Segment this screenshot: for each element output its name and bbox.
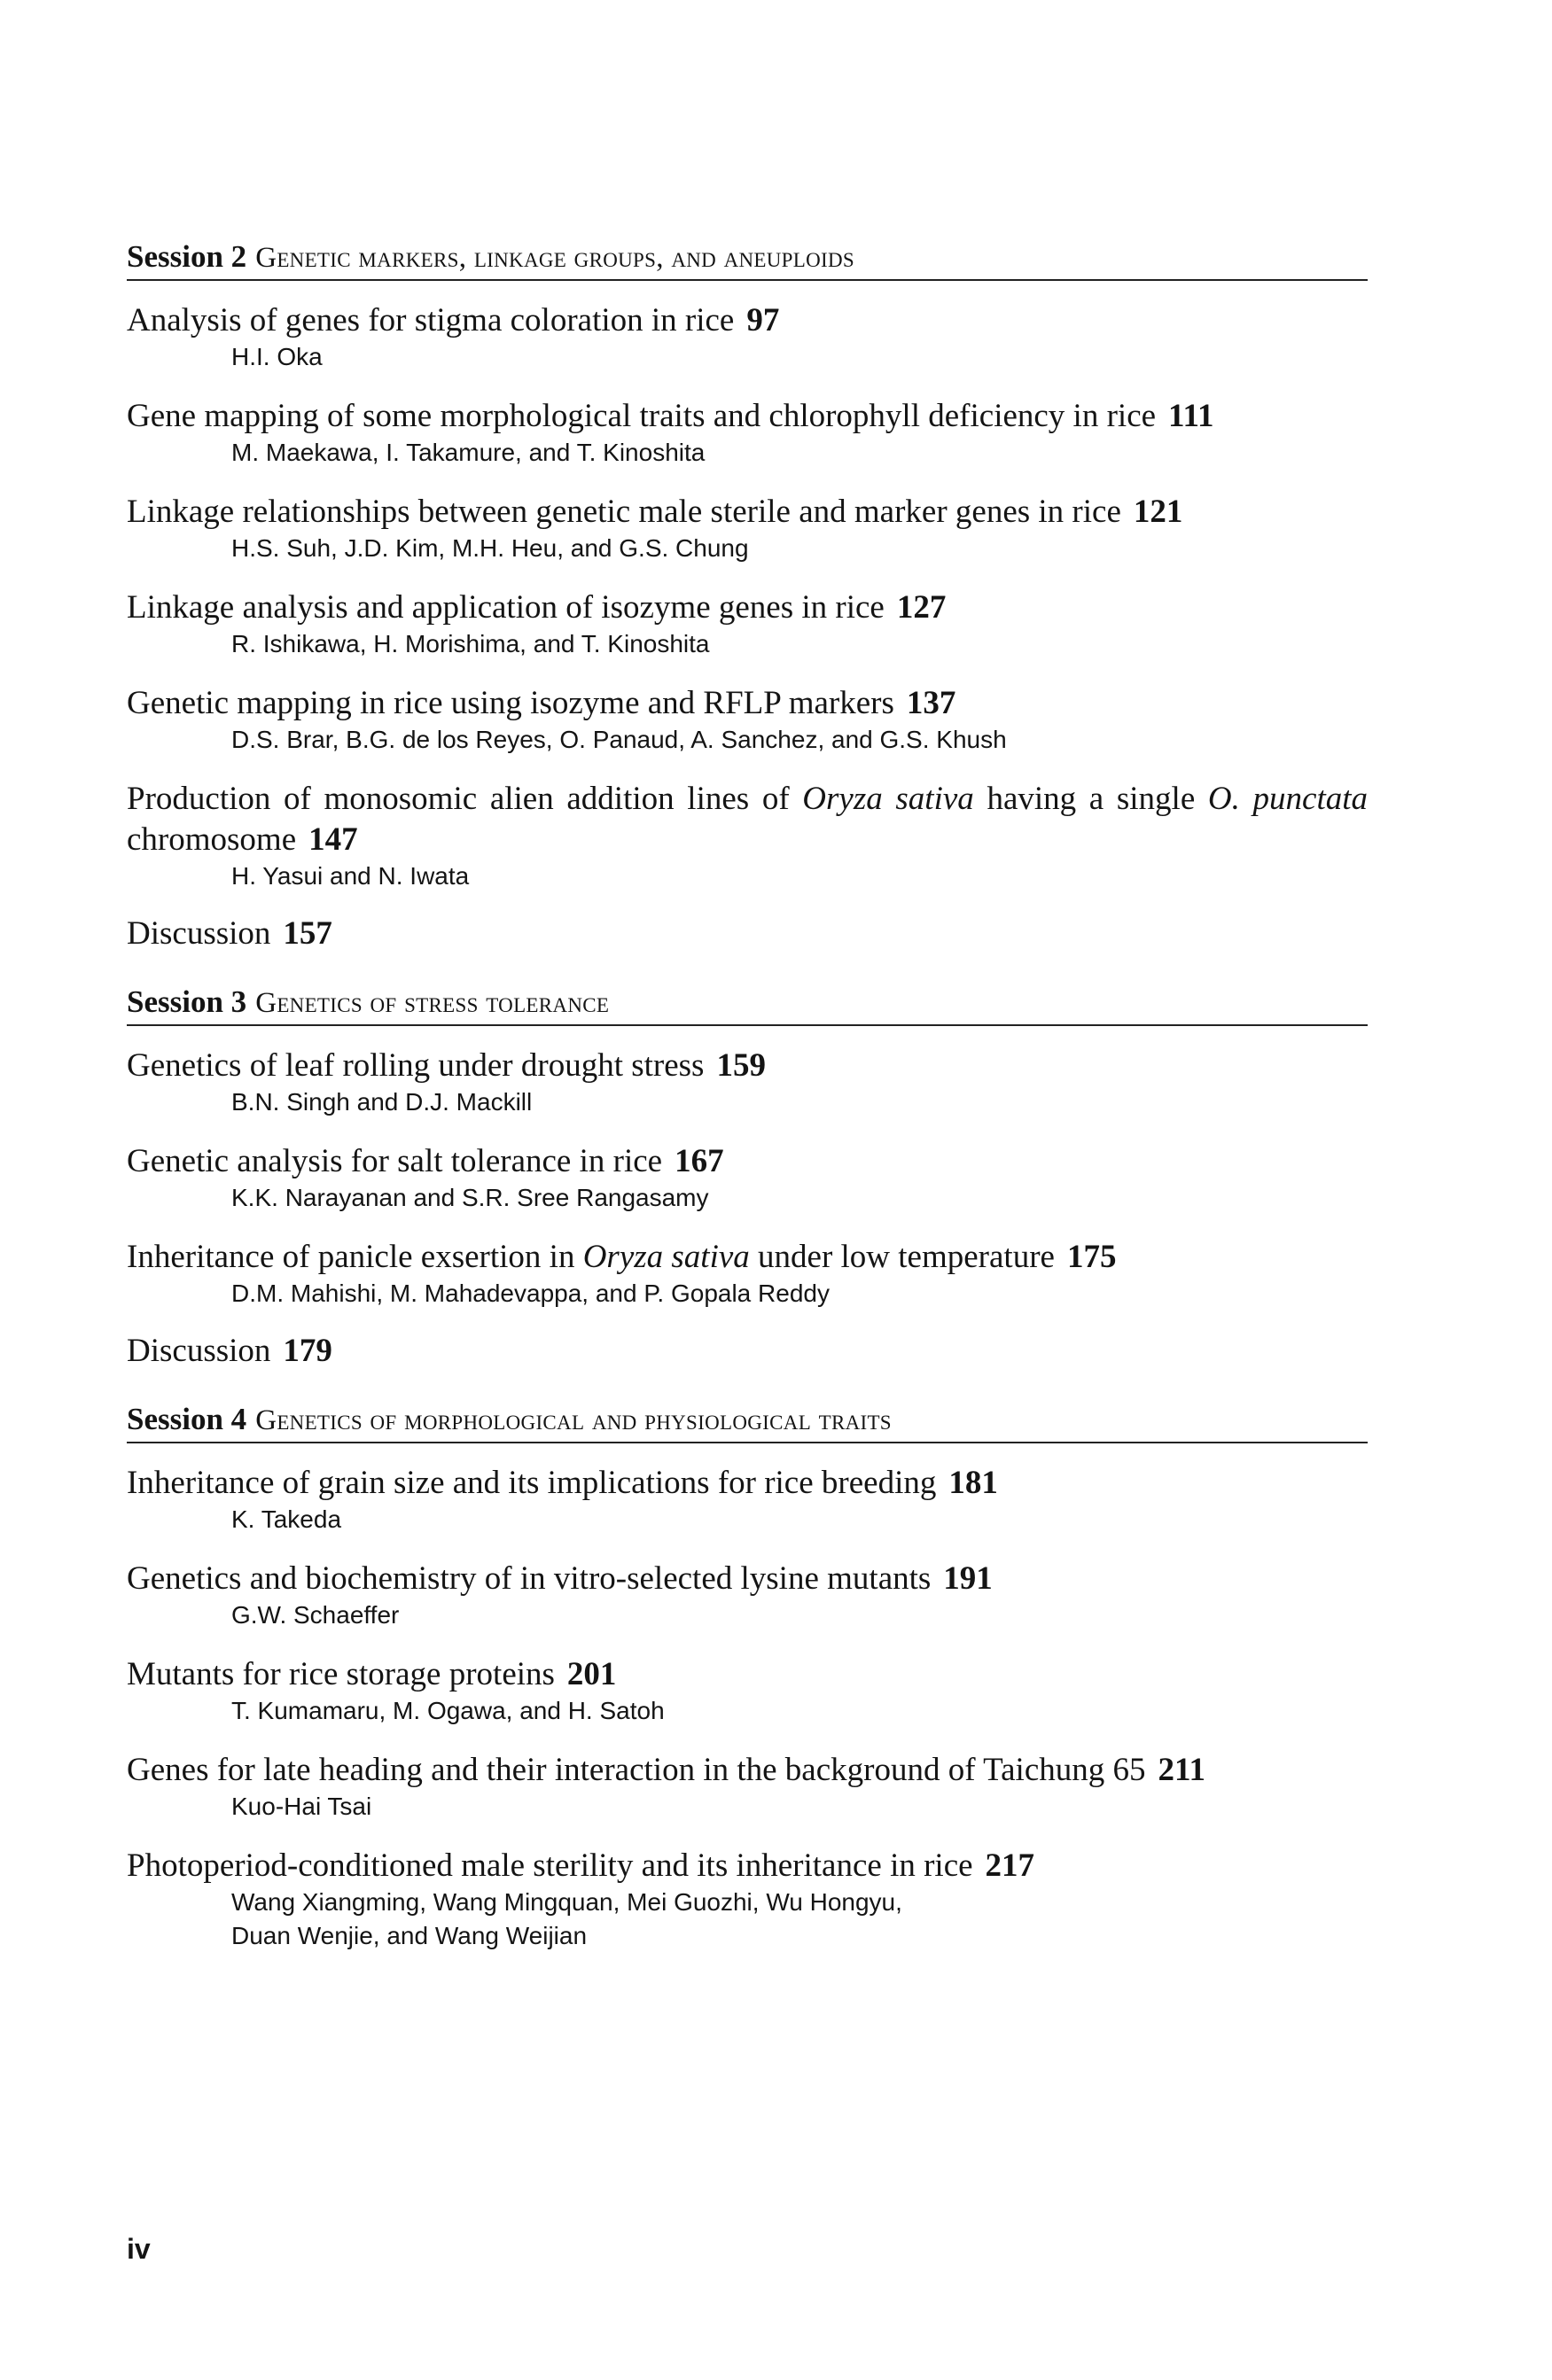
page-number: 157 bbox=[283, 915, 332, 952]
entry-authors: K. Takeda bbox=[231, 1505, 342, 1533]
page-number: 127 bbox=[896, 589, 947, 626]
session-label: Session 3 bbox=[127, 984, 247, 1019]
session-header bbox=[127, 984, 1368, 1026]
page-number: 201 bbox=[566, 1656, 617, 1692]
entry-authors: Wang Xiangming, Wang Mingquan, Mei Guozhi, Wu Hongyu, bbox=[231, 1888, 902, 1916]
entry-authors: H. Yasui and N. Iwata bbox=[231, 862, 470, 890]
entry-authors: H.I. Oka bbox=[231, 343, 323, 370]
entry-title: Genetics and biochemistry of in vitro-selected lysine mutants bbox=[127, 1560, 932, 1597]
page-number: 211 bbox=[1158, 1752, 1205, 1788]
entry-title: Inheritance of grain size and its implications for rice breeding bbox=[127, 1465, 937, 1501]
page-number: 167 bbox=[675, 1143, 724, 1179]
session-3 bbox=[127, 984, 1368, 1372]
page-number: 137 bbox=[906, 685, 956, 721]
entry-title: Gene mapping of some morphological traits and chlorophyll deficiency in rice bbox=[127, 398, 1157, 434]
discussion-entry bbox=[127, 1331, 1368, 1372]
toc-entry bbox=[127, 587, 1368, 662]
entry-authors: T. Kumamaru, M. Ogawa, and H. Satoh bbox=[231, 1697, 665, 1724]
page-number: 147 bbox=[308, 821, 358, 858]
page-number: 191 bbox=[943, 1560, 993, 1597]
page-number: 121 bbox=[1133, 494, 1183, 530]
toc-entry bbox=[127, 1046, 1368, 1120]
entry-title-part: Inheritance of panicle exsertion in bbox=[127, 1239, 575, 1275]
entry-authors: H.S. Suh, J.D. Kim, M.H. Heu, and G.S. Chung bbox=[231, 534, 749, 562]
session-label: Session 4 bbox=[127, 1402, 247, 1436]
toc-entry bbox=[127, 1237, 1368, 1311]
entry-authors: R. Ishikawa, H. Morishima, and T. Kinoshita bbox=[231, 630, 710, 657]
entry-authors: B.N. Singh and D.J. Mackill bbox=[231, 1088, 533, 1116]
toc-entry bbox=[127, 683, 1368, 758]
session-4 bbox=[127, 1402, 1368, 1954]
toc-entry bbox=[127, 1559, 1368, 1633]
discussion-label: Discussion bbox=[127, 915, 271, 952]
entry-authors: K.K. Narayanan and S.R. Sree Rangasamy bbox=[231, 1184, 709, 1211]
entry-authors: D.S. Brar, B.G. de los Reyes, O. Panaud, A. Sanchez, and G.S. Khush bbox=[231, 726, 1007, 753]
entry-authors: Kuo-Hai Tsai bbox=[231, 1793, 372, 1820]
page-number: 181 bbox=[948, 1465, 998, 1501]
entry-title-part: Production of monosomic alien addition lines of bbox=[127, 781, 790, 817]
entry-authors: G.W. Schaeffer bbox=[231, 1601, 400, 1629]
page-folio: iv bbox=[127, 2233, 151, 2265]
entry-title-part: chromosome bbox=[127, 821, 297, 858]
page-number: 159 bbox=[716, 1047, 766, 1084]
toc-content bbox=[127, 239, 1368, 1954]
entry-title: Genetic mapping in rice using isozyme and RFLP markers bbox=[127, 685, 894, 721]
entry-title: Genes for late heading and their interaction in the background of Taichung 65 bbox=[127, 1752, 1146, 1788]
session-2 bbox=[127, 239, 1368, 954]
session-topic: Genetics of stress tolerance bbox=[255, 987, 610, 1019]
entry-title: Genetic analysis for salt tolerance in rice bbox=[127, 1143, 663, 1179]
toc-entry bbox=[127, 779, 1368, 894]
toc-entry bbox=[127, 300, 1368, 375]
entry-title: Photoperiod-conditioned male sterility and its inheritance in rice bbox=[127, 1847, 973, 1884]
entry-authors: D.M. Mahishi, M. Mahadevappa, and P. Gopala Reddy bbox=[231, 1279, 830, 1307]
discussion-entry bbox=[127, 914, 1368, 954]
entry-title-part: under low temperature bbox=[758, 1239, 1055, 1275]
species-name: Oryza sativa bbox=[582, 1239, 750, 1275]
session-header bbox=[127, 1402, 1368, 1443]
entry-title: Linkage relationships between genetic male sterile and marker genes in rice bbox=[127, 494, 1121, 530]
toc-entry bbox=[127, 1654, 1368, 1729]
toc-entry bbox=[127, 492, 1368, 566]
session-topic: Genetic markers, linkage groups, and aneuploids bbox=[255, 242, 854, 274]
page-number: 111 bbox=[1168, 398, 1214, 434]
entry-title: Mutants for rice storage proteins bbox=[127, 1656, 555, 1692]
toc-entry bbox=[127, 1846, 1368, 1954]
page-number: 175 bbox=[1066, 1239, 1117, 1275]
page-number: 217 bbox=[985, 1847, 1035, 1884]
toc-entry bbox=[127, 1750, 1368, 1824]
page-number: 97 bbox=[746, 302, 780, 338]
entry-title-part: having a single bbox=[987, 781, 1196, 817]
toc-entry bbox=[127, 396, 1368, 471]
entry-title: Analysis of genes for stigma coloration in rice bbox=[127, 302, 735, 338]
entry-authors: M. Maekawa, I. Takamure, and T. Kinoshita bbox=[231, 439, 706, 466]
discussion-label: Discussion bbox=[127, 1333, 271, 1369]
toc-entry bbox=[127, 1141, 1368, 1216]
entry-title: Genetics of leaf rolling under drought stress bbox=[127, 1047, 705, 1084]
session-topic: Genetics of morphological and physiological traits bbox=[255, 1404, 892, 1436]
species-name: Oryza sativa bbox=[802, 781, 974, 817]
species-name: O. punctata bbox=[1207, 781, 1369, 817]
session-header bbox=[127, 239, 1368, 281]
toc-entry bbox=[127, 1463, 1368, 1537]
page-number: 179 bbox=[283, 1333, 332, 1369]
session-label: Session 2 bbox=[127, 239, 247, 274]
entry-title: Linkage analysis and application of isozyme genes in rice bbox=[127, 589, 885, 626]
entry-authors-continued: Duan Wenjie, and Wang Weijian bbox=[231, 1922, 588, 1949]
